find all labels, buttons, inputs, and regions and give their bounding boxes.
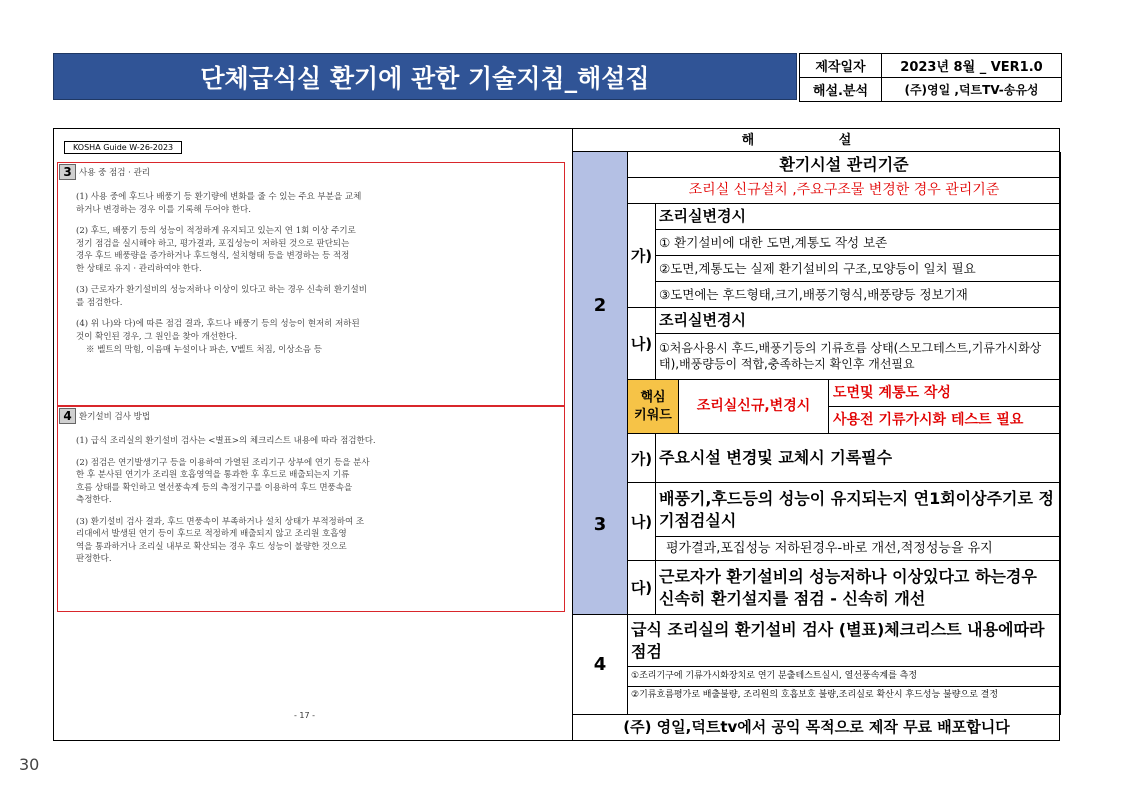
sub-label-da: 다)	[628, 561, 656, 615]
section-item: (1) 급식 조리실의 환기설비 검사는 <별표>의 체크리스트 내용에 따라 점검한다.	[76, 436, 376, 446]
meta-table	[799, 53, 1062, 102]
commentary-pane	[572, 129, 1060, 740]
sub-label-ga: 가)	[628, 434, 656, 483]
keyword-right-2: 사용전 기류가시화 테스트 필요	[829, 407, 1061, 434]
block2-title: 환기시설 관리기준	[628, 152, 1061, 178]
na-heading: 조리실변경시	[656, 308, 1061, 334]
keyword-right-1: 도면및 계통도 작성	[829, 380, 1061, 407]
analysis-value: (주)영일 ,덕트TV-송유성	[882, 78, 1062, 102]
section-item: (4) 위 나)와 다)에 따른 점검 결과, 후드나 배풍기 등의 성능이 현저히 저하된 것이 확인된 경우, 그 원인을 찾아 개선한다.	[76, 319, 360, 342]
keyword-label: 핵심 키워드	[628, 380, 679, 434]
distribution-note: (주) 영일,덕트tv에서 공익 목적으로 제작 무료 배포합니다	[623, 718, 1010, 736]
block4-item: ②기류흐름평가로 배출불량, 조리원의 호흡보호 불량,조리실로 확산시 후드성능 불량으로 결정	[628, 687, 1061, 715]
guide-tag: KOSHA Guide W-26-2023	[64, 141, 182, 154]
analysis-label: 해설.분석	[800, 78, 882, 102]
sub-label-ga: 가)	[628, 204, 656, 308]
block3-na-text: 배풍기,후드등의 성능이 유지되는지 연1회이상주기로 정기점검실시	[656, 483, 1061, 537]
date-label: 제작일자	[800, 54, 882, 78]
ga-item: ②도면,계통도는 실제 환기설비의 구조,모양등이 일치 필요	[656, 256, 1061, 282]
section-inspection-method	[57, 406, 565, 612]
document-title: 단체급식실 환기에 관한 기술지침_해설집	[53, 53, 797, 100]
section-item: (3) 근로자가 환기설비의 성능저하나 이상이 있다고 하는 경우 신속히 환기설비 를 점검한다.	[76, 285, 367, 308]
block2-subtitle: 조리실 신규설치 ,주요구조물 변경한 경우 관리기준	[628, 178, 1061, 204]
block4-title: 급식 조리실의 환기설비 검사 (별표)체크리스트 내용에따라 점검	[628, 615, 1061, 667]
sub-label-na: 나)	[628, 483, 656, 561]
section-note: ※ 벨트의 막힘, 이음매 누설이나 파손, V벨트 처짐, 이상소음 등	[86, 345, 322, 355]
na-text: ①처음사용시 후드,배풍기등의 기류흐름 상태(스모그테스트,기류가시화상태),배풍량등이 적합,충족하는지 확인후 개선필요	[656, 334, 1061, 380]
section-items	[76, 435, 556, 575]
block-number: 2	[573, 152, 628, 460]
block-number: 4	[573, 615, 628, 715]
section-item: (2) 점검은 연기발생기구 등을 이용하여 가열된 조리기구 상부에 연기 등을 분사 한 후 분사된 연기가 조리원 호흡영역을 통과한 후 후드로 배출되는지 기류 흐름 상태를 확인하고 열선풍속계 등의 측정기구를 이용하여 후드 면풍속을 측정한다.	[76, 457, 370, 505]
side-page-mark: 30	[19, 755, 40, 774]
block3-ga-text: 주요시설 변경및 교체시 기록필수	[656, 434, 1061, 483]
ga-item: ③도면에는 후드형태,크기,배풍기형식,배풍량등 정보기재	[656, 282, 1061, 308]
keyword-mid: 조리실신규,변경시	[679, 380, 829, 434]
block3-da-text: 근로자가 환기설비의 성능저하나 이상있다고 하는경우 신속히 환기설지를 점검 - 신속히 개선	[656, 561, 1061, 615]
block4-item: ①조리기구에 기류가시화장치로 연기 분출테스트실시, 열선풍속계를 측정	[628, 667, 1061, 687]
page-number: - 17 -	[294, 711, 316, 720]
guideline-page	[54, 129, 572, 740]
section-title: 환기설비 검사 방법	[79, 412, 151, 422]
sub-label-na: 나)	[628, 308, 656, 380]
section-item: (3) 환기설비 검사 결과, 후드 면풍속이 부족하거나 설치 상태가 부적정하여 조 리대에서 발생된 연기 등이 후드로 적정하게 배출되지 않고 조리원 호흡영 역을 통과하거나 조리실 내부로 확산되는 경우 후드 성능이 불량한 것으로 판정한다.	[76, 516, 365, 564]
block3-na-sub: 평가결과,포집성능 저하된경우-바로 개선,적정성능을 유지	[656, 537, 1061, 561]
section-number: 4	[59, 408, 76, 424]
section-item: (1) 사용 중에 후드나 배풍기 등 환기량에 변화를 줄 수 있는 주요 부분을 교체 하거나 변경하는 경우 이를 기록해 두어야 한다.	[76, 192, 362, 215]
ga-item: ① 환기설비에 대한 도면,계통도 작성 보존	[656, 230, 1061, 256]
section-items	[76, 191, 556, 366]
section-usage-inspection	[57, 162, 565, 406]
ga-heading: 조리실변경시	[656, 204, 1061, 230]
section-title: 사용 중 점검 · 관리	[79, 168, 150, 178]
section-number: 3	[59, 164, 76, 180]
block-number: 3	[573, 434, 628, 615]
content-frame	[53, 128, 1060, 741]
commentary-heading: 해 설	[573, 129, 1060, 152]
date-value: 2023년 8월 _ VER1.0	[882, 54, 1062, 78]
section-item: (2) 후드, 배풍기 등의 성능이 적정하게 유지되고 있는지 연 1회 이상 주기로 정기 점검을 실시해야 하고, 평가결과, 포집성능이 저하된 것으로 판단되는 경우 후드 배풍량을 증가하거나 후드형식, 설치형태 등을 변경하는 등 적정 한 상태로 유지 · 관리하여야 한다.	[76, 226, 356, 274]
